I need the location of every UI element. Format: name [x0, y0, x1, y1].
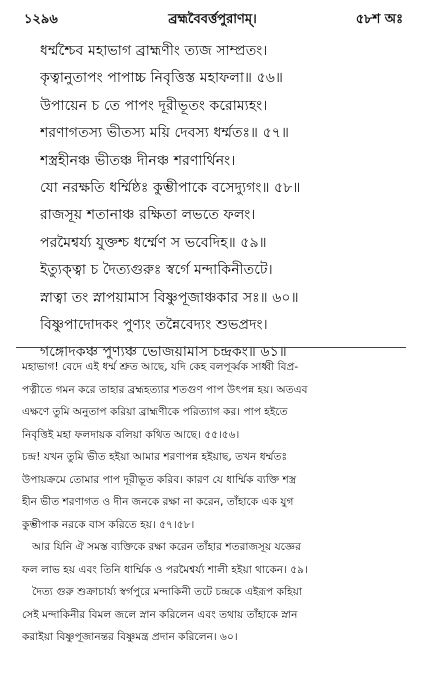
- bengali-commentary: [22, 356, 410, 649]
- verse-line: পরমৈশ্বর্য্য যুক্তশ্চ ধর্ম্মেণ স ভবেদিহ॥ ৫৯॥: [40, 234, 267, 251]
- verse-line: উপায়েন চ তে পাপং দূরীভূতং করোম্যহং।: [40, 97, 268, 114]
- verse-line: যো নরক্ষতি ধর্ম্মিষ্ঠঃ কুম্ভীপাকে বসেদ্যুগং॥ ৫৮॥: [40, 179, 301, 196]
- verse-line: ধর্ম্মশ্চৈব মহাভাগ ব্রাহ্মণীং ত্যজ সাম্প্রতং।: [40, 43, 268, 59]
- page-number: ১২৯৬: [24, 12, 58, 27]
- sanskrit-verses: [40, 38, 420, 367]
- section-divider: [16, 347, 406, 348]
- commentary-line: উপায়ক্রমে তোমার পাপ দূরীভূত করিব। কারণ যে ধার্ম্মিক ব্যক্তি শস্ত্র: [22, 473, 297, 486]
- commentary-line: কুম্ভীপাক নরকে বাস করিতে হয়। ৫৭।৫৮।: [22, 518, 195, 531]
- commentary-line: এক্ষণে তুমি অনুতাপ করিয়া ব্রাহ্মণীকে পরিত্যাগ কর। পাপ হইতে: [22, 406, 288, 418]
- verse-line: স্নাত্বা তং স্নাপয়ামাস বিষ্ণুপূজাঞ্চকার সঃ॥ ৬০॥: [40, 289, 299, 306]
- verse-line: ইত্যুক্ত্বা চ দৈত্যগুরুঃ স্বর্গে মন্দাকিনীতটে।: [40, 262, 273, 279]
- verse-line: গঙ্গোদকঞ্চ পুণ্যঞ্চ ভোজয়ামাস চন্দ্রকং॥ ৬১॥: [40, 344, 287, 361]
- commentary-line: পত্নীতে গমন করে তাহার ব্রহ্মহত্যার শতগুণ পাপ উৎপন্ন হয়। অতএব: [22, 383, 308, 396]
- commentary-line: চন্দ্র! যখন তুমি ভীত হইয়া আমার শরণাপন্ন হইয়াছ, তখন ধর্ম্মতঃ: [22, 451, 288, 463]
- page-header: [10, 8, 415, 30]
- verse-line: বিষ্ণুপাদোদকং পুণ্যং তন্নৈবেদ্যং শুভপ্রদং।: [40, 316, 268, 333]
- commentary-line: মহাভাগ! বেদে এই ধর্ম্ম শ্রুত আছে, যদি কেহ বলপূর্ব্বক সাধ্বী বিপ্র-: [22, 361, 299, 373]
- commentary-line: সেই মন্দাকিনীর বিমল জলে স্নান করিলেন এবং তথায় তাঁহাকে স্নান: [22, 608, 298, 621]
- commentary-line: হীন ভীত শরণাগত ও দীন জনকে রক্ষা না করেন, তাঁহাকে এক যুগ: [22, 496, 294, 508]
- verse-line: রাজসূয় শতানাঞ্চ রক্ষিতা লভতে ফলং।: [40, 207, 256, 224]
- commentary-line: নিবৃত্তিই মহা ফলদায়ক বলিয়া কথিত আছে। ৫৫।৫৬।: [22, 428, 240, 441]
- commentary-line: ফল লাভ হয় এবং তিনি ধার্ম্মিক ও পরমৈশ্বর্য্য শালী হইয়া থাকেন। ৫৯।: [22, 563, 308, 576]
- verse-line: কৃত্বানুতাপং পাপাচ্চ নিবৃত্তিস্ত মহাফলা॥ ৫৬॥: [40, 70, 283, 87]
- chapter-label: ৫৮শ অঃ: [355, 12, 403, 27]
- commentary-line: আর যিনি ঐ সমস্ত ব্যক্তিকে রক্ষা করেন তাঁহার শতরাজসূয় যজ্ঞের: [32, 541, 301, 553]
- verse-line: শরণাগতস্য ভীতস্য ময়ি দেবস্য ধর্ম্মতঃ॥ ৫৭॥: [40, 125, 289, 142]
- commentary-line: করাইয়া বিষ্ণুপূজানন্তর বিষ্ণুমন্ত্র প্রদান করিলেন। ৬০।: [22, 631, 238, 643]
- book-title: ব্রহ্মবৈবর্ত্তপুরাণম্।: [168, 12, 257, 27]
- verse-line: শস্ত্রহীনঞ্চ ভীতঞ্চ দীনঞ্চ শরণার্থিনং।: [40, 152, 236, 169]
- commentary-line: দৈত্য গুরু শুক্রাচার্য্য স্বর্গপুরে মন্দাকিনী তটে চন্দ্রকে এইরূপ কহিয়া: [32, 586, 302, 598]
